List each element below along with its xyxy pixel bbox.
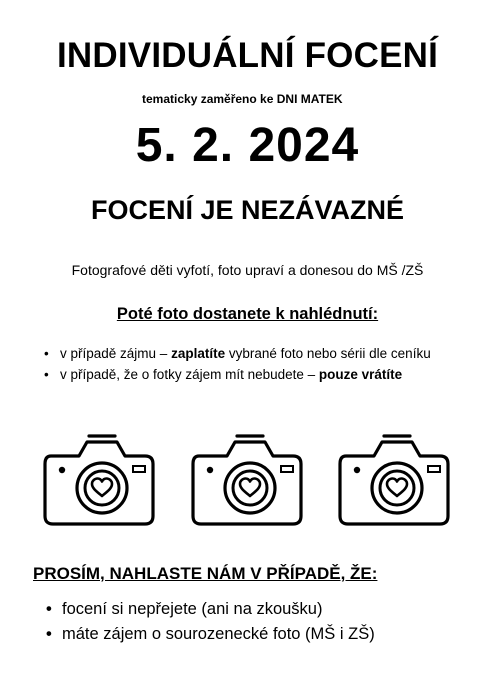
bullet: • <box>44 346 49 361</box>
page-title: INDIVIDUÁLNÍ FOCENÍ <box>56 36 439 75</box>
bullet: • <box>44 367 49 382</box>
option-item <box>44 344 464 363</box>
requests-list <box>46 597 466 647</box>
option-item <box>44 365 464 384</box>
request-item <box>46 622 466 647</box>
subtitle: tematicky zaměřeno ke DNI MATEK <box>142 92 343 106</box>
option-text: v případě zájmu – <box>60 346 172 361</box>
camera-heart-icon <box>45 436 153 524</box>
camera-heart-icon <box>340 436 448 524</box>
option-emphasis: pouze vrátíte <box>318 367 403 382</box>
bullet: • <box>46 600 52 618</box>
camera-row <box>0 432 495 532</box>
request-text: máte zájem o sourozenecké foto (MŠ i ZŠ) <box>62 625 375 643</box>
request-text: focení si nepřejete (ani na zkoušku) <box>62 600 323 618</box>
request-heading: PROSÍM, NAHLASTE NÁM V PŘÍPADĚ, ŽE: <box>33 564 378 583</box>
after-heading: Poté foto dostanete k nahlédnutí: <box>116 305 379 323</box>
options-list <box>44 344 464 386</box>
info-text: Fotografové děti vyfotí, foto upraví a donesou do MŠ /ZŠ <box>71 262 424 278</box>
option-text-rest: vybrané foto nebo sérii dle ceníku <box>225 346 431 361</box>
event-date: 5. 2. 2024 <box>135 119 360 172</box>
nonbinding-notice: FOCENÍ JE NEZÁVAZNÉ <box>90 195 405 225</box>
option-emphasis: zaplatíte <box>171 346 226 361</box>
camera-heart-icon <box>193 436 301 524</box>
request-item <box>46 597 466 622</box>
bullet: • <box>46 625 52 643</box>
option-text: v případě, že o fotky zájem mít nebudete – <box>60 367 319 382</box>
